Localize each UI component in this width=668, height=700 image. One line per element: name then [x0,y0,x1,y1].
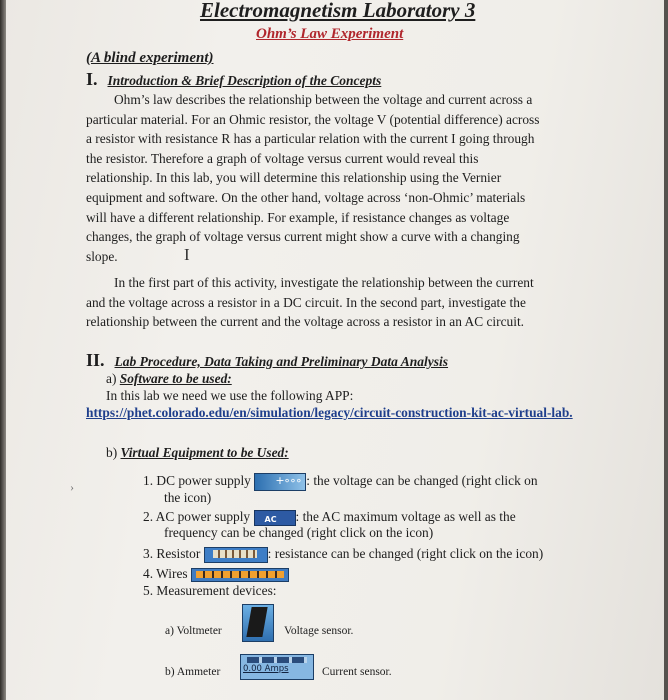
phet-link[interactable]: https://phet.colorado.edu/en/simulation/legacy/circuit-construction-kit-ac-virtual-lab. [86,405,573,420]
section-2-heading [86,350,448,371]
item-label: Resistor [156,546,201,561]
text-line: relationship. In this lab, you will determine this relationship using the Vernier [86,170,502,186]
activity-paragraph [86,273,534,332]
page-edge-right [664,0,668,700]
page-edge-left [0,0,6,700]
list-letter: a) [165,625,174,637]
blind-experiment-note: (A blind experiment) [86,50,214,66]
item-description: : resistance can be changed (right click on the icon) [267,546,544,561]
section-1-number: I. [86,69,98,89]
ac-power-supply-icon[interactable]: AC [254,510,296,526]
software-heading [106,371,232,387]
item-label: AC power supply [155,509,251,524]
item-number: 4. [143,566,154,581]
voltmeter-description: Voltage sensor. [284,625,354,637]
text-line: a resistor with resistance R has a particular relation with the current I going through [86,131,535,147]
text-line: Ohm’s law describes the relationship between the voltage and current across a [114,92,533,107]
equipment-item-dc-cont: the icon) [164,490,212,505]
list-letter: b) [165,666,175,678]
item-number: 2. [143,509,154,524]
item-number: 3. [143,546,154,561]
resistor-icon[interactable] [204,547,268,563]
voltmeter-icon[interactable] [242,604,274,642]
page-mark: › [70,480,74,494]
ammeter-reading: 0.00 Amps [243,664,289,674]
equipment-item-resistor [143,545,543,563]
equipment-item-ac-cont: frequency can be changed (right click on the icon) [164,525,434,540]
intro-paragraph [86,90,539,266]
item-description: : the voltage can be changed (right click on [306,473,538,488]
section-1-title: Introduction & Brief Description of the Concepts [107,73,382,88]
wires-icon[interactable] [191,568,289,582]
item-label: Measurement devices: [156,583,277,598]
voltmeter-label [165,625,222,637]
list-letter: a) [106,371,117,386]
text-line: changes, the graph of voltage versus current might show a curve with a changing [86,229,520,245]
section-2-number: II. [86,350,105,370]
equipment-heading [106,445,289,461]
text-line: slope. [86,248,118,264]
ammeter-label [165,666,220,678]
text-line: and the voltage across a resistor in a DC circuit. In the second part, investigate the [86,294,526,310]
document-subtitle: Ohm’s Law Experiment [256,26,404,42]
item-number: 1. [143,473,154,488]
document-title: Electromagnetism Laboratory 3 [200,0,476,22]
software-label: Software to be used: [119,371,232,386]
text-line: particular material. For an Ohmic resistor, the voltage V (potential difference) across [86,111,540,127]
text-cursor-icon: I [184,245,190,264]
list-letter: b) [106,445,118,460]
device-name: Ammeter [176,666,221,678]
equipment-item-measurement [143,582,277,599]
text-line: In the first part of this activity, investigate the relationship between the current [114,275,534,290]
item-label: Wires [156,566,188,581]
section-2-title: Lab Procedure, Data Taking and Preliminary Data Analysis [114,354,449,369]
text-line: relationship between the current and the voltage across a resistor in an AC circuit. [86,314,525,330]
equipment-item-wires [143,565,289,582]
section-1-heading [86,69,381,90]
device-name: Voltmeter [176,625,222,637]
text-line: will have a different relationship. For example, if resistance changes as voltage [86,209,510,225]
software-text: In this lab we need we use the following APP: [106,388,354,403]
text-line: the resistor. Therefore a graph of voltage versus current would reveal this [86,150,479,166]
item-description: : the AC maximum voltage as well as the [295,509,516,524]
equipment-label: Virtual Equipment to be Used: [120,445,289,460]
ammeter-icon[interactable] [240,654,314,680]
item-number: 5. [143,583,154,598]
ammeter-description: Current sensor. [322,666,392,678]
text-line: equipment and software. On the other hand, voltage across ‘non-Ohmic’ materials [86,189,526,205]
dc-power-supply-icon[interactable]: +∘∘∘ [254,473,306,491]
item-label: DC power supply [156,473,251,488]
